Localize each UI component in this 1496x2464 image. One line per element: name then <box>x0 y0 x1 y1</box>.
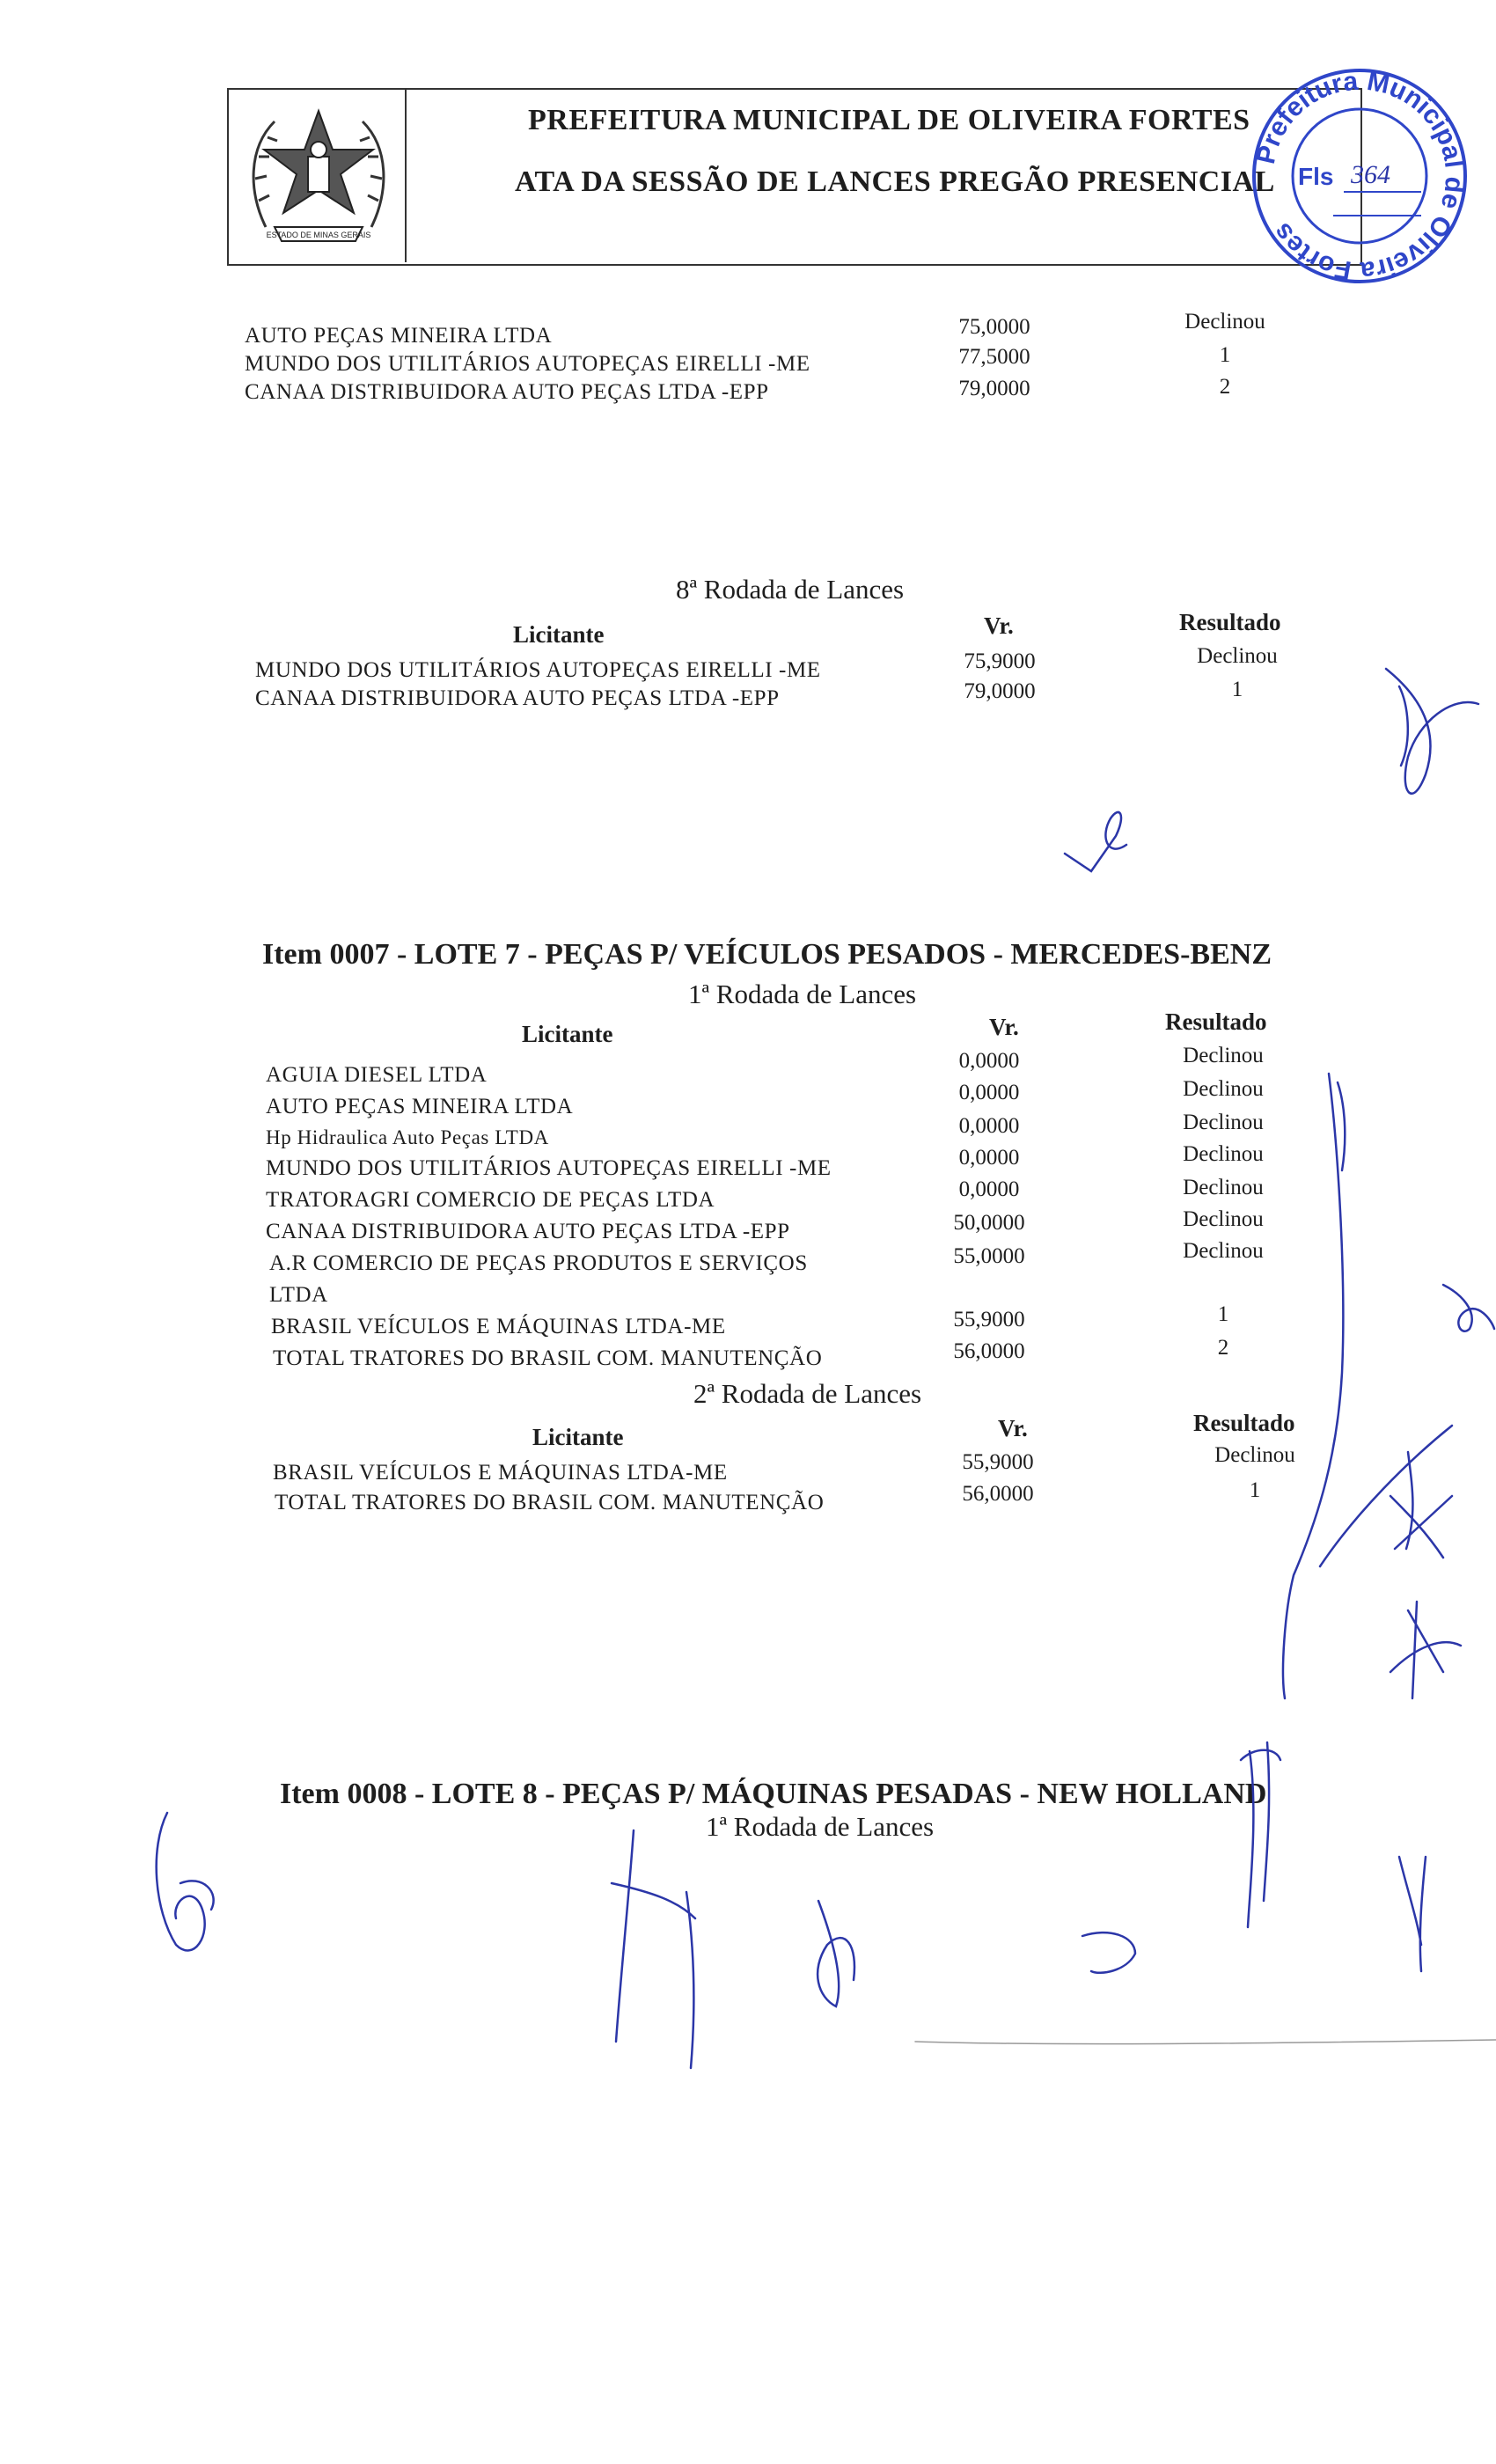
round-title: 1ª Rodada de Lances <box>688 979 917 1009</box>
list-item: Hp Hidraulica Auto Peças LTDA <box>266 1126 549 1148</box>
bid-value: 56,0000 <box>962 1482 1034 1506</box>
list-item: MUNDO DOS UTILITÁRIOS AUTOPEÇAS EIRELLI -ME <box>266 1156 832 1180</box>
round-title: 2ª Rodada de Lances <box>693 1378 922 1409</box>
bid-value: 0,0000 <box>958 1177 1020 1201</box>
column-header-licitante: Licitante <box>532 1424 624 1450</box>
bid-result: Declinou <box>1183 1207 1264 1231</box>
bid-result: 1 <box>1231 678 1243 701</box>
bid-result: Declinou <box>1183 1111 1264 1134</box>
list-item: TRATORAGRI COMERCIO DE PEÇAS LTDA <box>266 1188 715 1212</box>
column-header-resultado: Resultado <box>1165 1008 1267 1035</box>
list-item: A.R COMERCIO DE PEÇAS PRODUTOS E SERVIÇOS <box>269 1251 808 1275</box>
svg-text:ESTADO DE MINAS GERAIS: ESTADO DE MINAS GERAIS <box>266 231 371 239</box>
bid-result: Declinou <box>1183 1239 1264 1263</box>
bid-value: 77,5000 <box>958 345 1030 369</box>
list-item: AUTO PEÇAS MINEIRA LTDA <box>266 1095 574 1118</box>
bid-result: 1 <box>1219 343 1231 367</box>
list-item: TOTAL TRATORES DO BRASIL COM. MANUTENÇÃO <box>273 1346 823 1370</box>
bid-result: Declinou <box>1214 1443 1295 1467</box>
list-item: MUNDO DOS UTILITÁRIOS AUTOPEÇAS EIRELLI -ME <box>245 352 810 376</box>
bid-value: 0,0000 <box>958 1049 1020 1073</box>
item-title: Item 0008 - LOTE 8 - PEÇAS P/ MÁQUINAS PESADAS - NEW HOLLAND <box>280 1778 1267 1810</box>
bid-result: 2 <box>1219 375 1231 399</box>
column-header-vr: Vr. <box>989 1014 1019 1040</box>
list-item: CANAA DISTRIBUIDORA AUTO PEÇAS LTDA -EPP <box>255 686 780 710</box>
bid-result: 2 <box>1217 1336 1229 1360</box>
column-header-vr: Vr. <box>998 1415 1028 1441</box>
svg-text:Prefeitura Municipal de Olivei: Prefeitura Municipal de Oliveira Fortes <box>1250 66 1470 286</box>
header-subtitle: ATA DA SESSÃO DE LANCES PREGÃO PRESENCIAL <box>515 165 1275 198</box>
column-header-licitante: Licitante <box>522 1021 613 1047</box>
bid-value: 0,0000 <box>958 1114 1020 1138</box>
bid-result: Declinou <box>1183 1044 1264 1067</box>
bid-result: 1 <box>1249 1478 1261 1502</box>
round-title: 1ª Rodada de Lances <box>706 1811 935 1842</box>
list-item: CANAA DISTRIBUIDORA AUTO PEÇAS LTDA -EPP <box>245 380 769 404</box>
bid-value: 50,0000 <box>953 1211 1025 1235</box>
column-header-licitante: Licitante <box>513 621 605 648</box>
bid-value: 79,0000 <box>958 377 1030 400</box>
column-header-resultado: Resultado <box>1193 1410 1295 1436</box>
bid-result: 1 <box>1217 1302 1229 1326</box>
svg-text:364: 364 <box>1351 160 1390 189</box>
svg-text:Fls: Fls <box>1298 163 1334 190</box>
bid-value: 55,9000 <box>962 1450 1034 1474</box>
bid-value: 55,9000 <box>953 1308 1025 1331</box>
list-item: AUTO PEÇAS MINEIRA LTDA <box>245 324 553 348</box>
bid-value: 0,0000 <box>958 1146 1020 1170</box>
bid-result: Declinou <box>1184 310 1265 334</box>
list-item: BRASIL VEÍCULOS E MÁQUINAS LTDA-ME <box>273 1461 728 1485</box>
bid-result: Declinou <box>1183 1142 1264 1166</box>
item-title: Item 0007 - LOTE 7 - PEÇAS P/ VEÍCULOS PESADOS - MERCEDES-BENZ <box>262 938 1272 971</box>
column-header-vr: Vr. <box>984 612 1014 639</box>
bid-value: 75,0000 <box>958 315 1030 339</box>
bid-value: 75,9000 <box>964 649 1036 673</box>
bid-value: 0,0000 <box>958 1081 1020 1104</box>
bid-result: Declinou <box>1183 1176 1264 1199</box>
list-item: TOTAL TRATORES DO BRASIL COM. MANUTENÇÃO <box>275 1491 825 1514</box>
list-item: CANAA DISTRIBUIDORA AUTO PEÇAS LTDA -EPP <box>266 1220 790 1243</box>
list-item-continuation: LTDA <box>269 1283 328 1307</box>
bid-value: 56,0000 <box>953 1339 1025 1363</box>
list-item: MUNDO DOS UTILITÁRIOS AUTOPEÇAS EIRELLI -ME <box>255 658 821 682</box>
bid-value: 79,0000 <box>964 679 1036 703</box>
header-title: PREFEITURA MUNICIPAL DE OLIVEIRA FORTES <box>528 104 1250 136</box>
column-header-resultado: Resultado <box>1179 609 1281 635</box>
bid-result: Declinou <box>1197 644 1278 668</box>
bid-value: 55,0000 <box>953 1244 1025 1268</box>
bid-result: Declinou <box>1183 1077 1264 1101</box>
list-item: AGUIA DIESEL LTDA <box>266 1063 488 1087</box>
round-title: 8ª Rodada de Lances <box>676 574 905 605</box>
list-item: BRASIL VEÍCULOS E MÁQUINAS LTDA-ME <box>271 1315 726 1338</box>
